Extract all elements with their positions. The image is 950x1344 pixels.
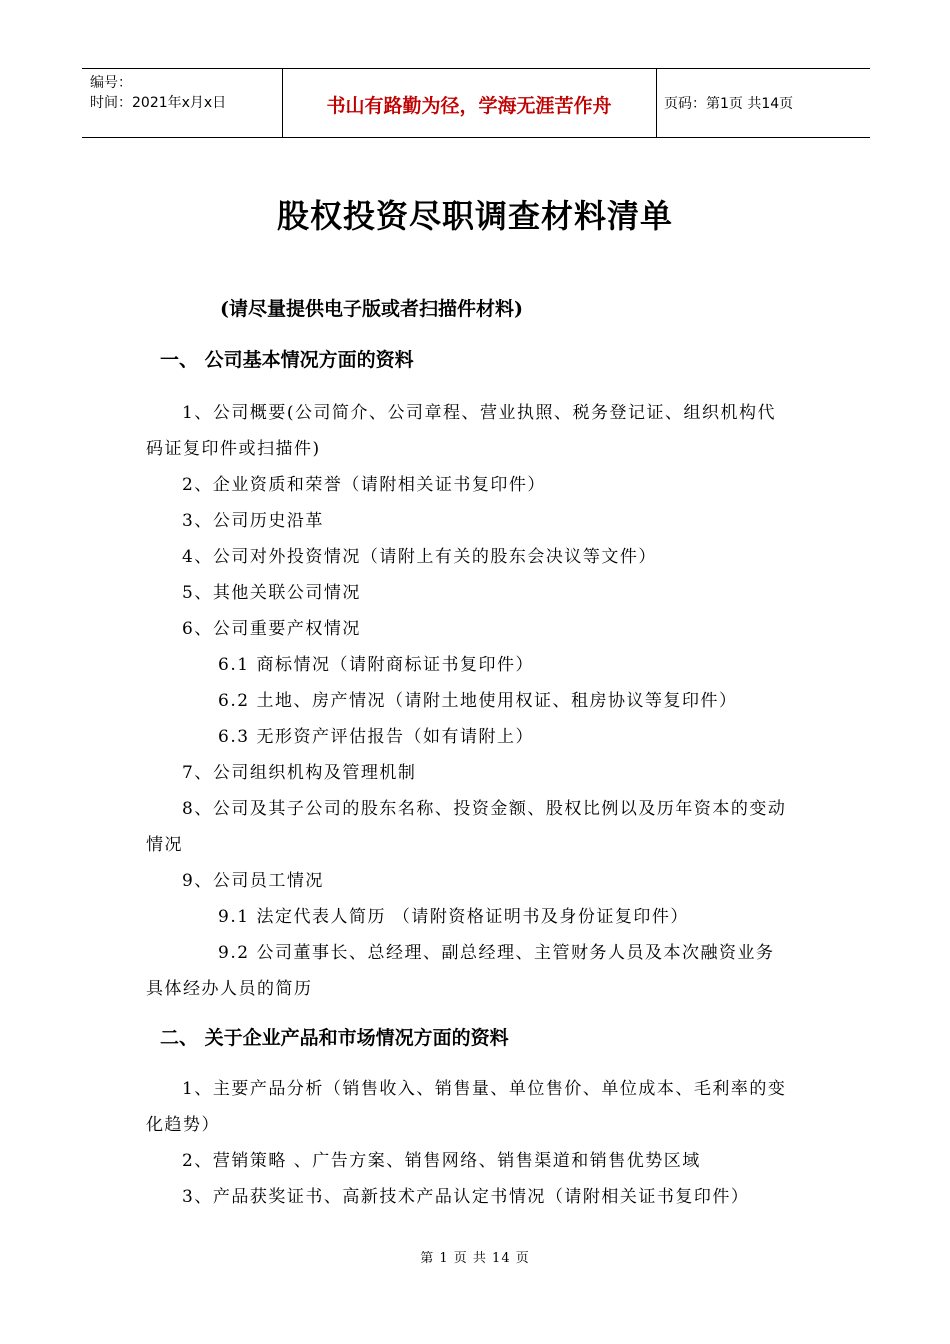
list-item: 6.3 无形资产评估报告（如有请附上） xyxy=(218,727,534,747)
section-heading-1: 一、 公司基本情况方面的资料 xyxy=(160,349,414,371)
list-item: 1、公司概要(公司简介、公司章程、营业执照、税务登记证、组织机构代 xyxy=(182,403,776,423)
list-item: 2、营销策略 、广告方案、销售网络、销售渠道和销售优势区域 xyxy=(182,1151,701,1171)
list-item: 8、公司及其子公司的股东名称、投资金额、股权比例以及历年资本的变动 xyxy=(182,799,787,819)
header-motto: 书山有路勤为径，学海无涯苦作舟 xyxy=(326,95,612,117)
list-item: 6、公司重要产权情况 xyxy=(182,619,361,639)
header-divider xyxy=(656,69,657,137)
document-header xyxy=(82,68,870,138)
page-footer: 第 1 页 共 14 页 xyxy=(420,1251,530,1266)
list-item: 6.2 土地、房产情况（请附土地使用权证、租房协议等复印件） xyxy=(218,691,738,711)
list-item: 9.1 法定代表人简历 （请附资格证明书及身份证复印件） xyxy=(218,907,689,927)
document-title: 股权投资尽职调查材料清单 xyxy=(276,197,673,235)
list-item: 4、公司对外投资情况（请附上有关的股东会决议等文件） xyxy=(182,547,657,567)
document-subtitle: (请尽量提供电子版或者扫描件材料) xyxy=(220,298,523,320)
section-heading-2: 二、 关于企业产品和市场情况方面的资料 xyxy=(160,1027,509,1049)
header-page-info: 页码：第1页 共14页 xyxy=(664,96,794,112)
header-number: 编号： xyxy=(90,75,132,91)
header-meta xyxy=(90,73,226,113)
list-item: 6.1 商标情况（请附商标证书复印件） xyxy=(218,655,534,675)
list-item: 9.2 公司董事长、总经理、副总经理、主管财务人员及本次融资业务 xyxy=(218,943,775,963)
list-item: 情况 xyxy=(146,835,183,855)
list-item: 5、其他关联公司情况 xyxy=(182,583,361,603)
list-item: 化趋势） xyxy=(146,1115,220,1135)
header-time: 时间：2021年x月x日 xyxy=(90,95,227,111)
list-item: 码证复印件或扫描件) xyxy=(146,439,321,459)
list-item: 3、产品获奖证书、高新技术产品认定书情况（请附相关证书复印件） xyxy=(182,1187,750,1207)
list-item: 3、公司历史沿革 xyxy=(182,511,324,531)
list-item: 具体经办人员的简历 xyxy=(146,979,313,999)
list-item: 2、企业资质和荣誉（请附相关证书复印件） xyxy=(182,475,546,495)
list-item: 7、公司组织机构及管理机制 xyxy=(182,763,417,783)
list-item: 9、公司员工情况 xyxy=(182,871,324,891)
list-item: 1、主要产品分析（销售收入、销售量、单位售价、单位成本、毛利率的变 xyxy=(182,1079,787,1099)
